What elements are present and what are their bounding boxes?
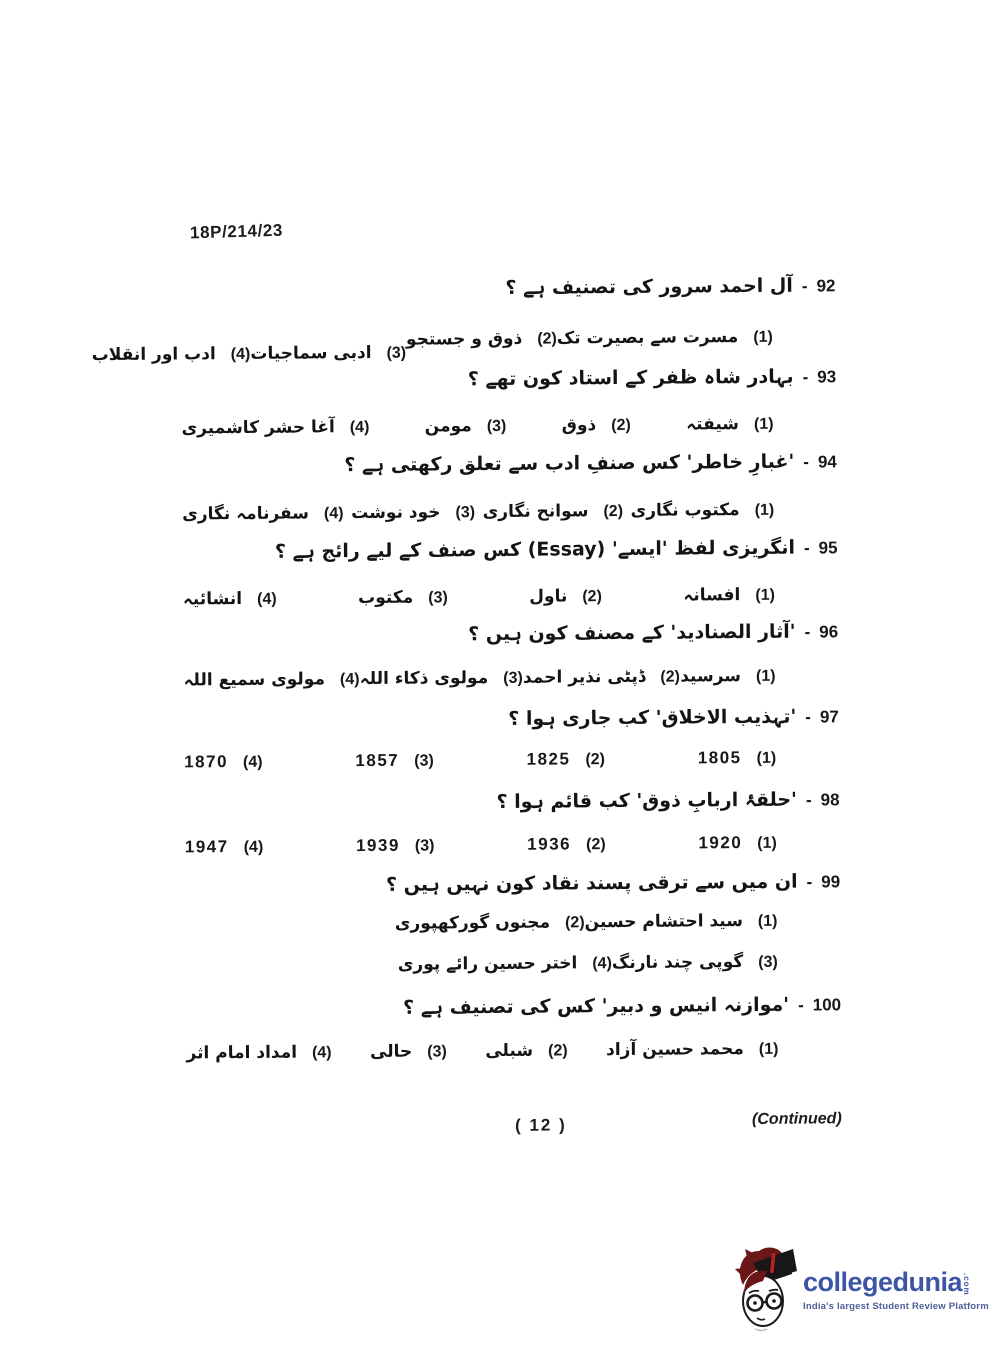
question-text: 'آثار الصنادید' کے مصنف کون ہیں ؟	[468, 620, 796, 646]
option	[523, 667, 680, 688]
option	[395, 912, 585, 933]
option	[527, 834, 606, 855]
option-number: (1)	[755, 667, 776, 685]
option-number: (4)	[349, 418, 370, 437]
option-number: (3)	[427, 1043, 447, 1061]
option	[185, 837, 264, 858]
option-text: مکتوب نگاری	[630, 500, 740, 521]
question-97	[508, 705, 839, 730]
question-number: 97	[819, 707, 839, 727]
option-text: 1825	[526, 749, 571, 769]
question-number: 98	[820, 790, 840, 810]
option	[406, 328, 557, 349]
option-text: سوانح نگاری	[482, 501, 589, 523]
option-text: ذوق	[561, 415, 597, 436]
option-number: (3)	[503, 669, 523, 687]
option	[356, 835, 435, 856]
option-number: (3)	[386, 344, 407, 362]
question-dash: -	[802, 367, 809, 387]
option-text: ادبی سماجیات	[250, 342, 372, 364]
option-text: مومن	[424, 416, 472, 437]
paper-code: 18P/214/23	[189, 220, 284, 243]
question-text: 'تہذیب الاخلاق' کب جاری ہوا ؟	[508, 705, 797, 730]
question-number: 95	[818, 538, 838, 558]
page-number: ( 12 )	[514, 1115, 567, 1135]
option-text: 1947	[184, 837, 229, 857]
brand-tagline: India's largest Student Review Platform	[803, 1300, 989, 1312]
option-number: (1)	[754, 501, 775, 519]
option	[183, 668, 359, 690]
option-text: ناول	[529, 586, 568, 607]
option-text: 1939	[355, 835, 400, 856]
options-row-99-line2	[397, 951, 778, 975]
option-text: مولوی ذکاء اللہ	[359, 668, 489, 690]
question-95	[275, 536, 838, 562]
question-dash: -	[806, 872, 813, 892]
options-row-95	[183, 584, 775, 610]
option-number: (2)	[582, 588, 602, 606]
option	[181, 417, 369, 438]
question-dash: -	[801, 276, 808, 296]
option	[184, 752, 263, 773]
option-text: سرسید	[680, 666, 742, 687]
option	[698, 748, 777, 769]
question-number: 92	[816, 276, 836, 296]
option-number: (1)	[757, 912, 778, 930]
option-number: (3)	[486, 417, 507, 436]
option-number: (2)	[548, 1042, 568, 1060]
collegedunia-mascot-icon	[733, 1241, 799, 1340]
option	[92, 344, 251, 365]
option	[182, 502, 343, 524]
option-text: خود نوشت	[351, 502, 441, 524]
logo-text	[803, 1266, 989, 1312]
option-number: (4)	[230, 345, 251, 364]
options-row-93	[181, 413, 773, 439]
option-text: امداد امام اثر	[186, 1042, 298, 1064]
option-text: سید احتشام حسین	[584, 911, 743, 933]
option	[358, 587, 448, 608]
option	[585, 911, 778, 933]
options-row-100	[186, 1039, 778, 1064]
option	[683, 584, 775, 606]
option	[562, 415, 631, 436]
option	[351, 502, 475, 523]
question-text: 'موازنہ انیس و دبیر' کس کی تصنیف ہے ؟	[403, 993, 790, 1019]
option-text: مسرت سے بصیرت تک	[556, 327, 739, 349]
option	[529, 586, 602, 607]
option	[360, 667, 523, 689]
options-row-99-line1	[394, 911, 778, 934]
option-number: (1)	[753, 328, 773, 346]
option-text: افسانہ	[683, 585, 741, 606]
options-row-94	[182, 499, 774, 525]
option	[250, 343, 406, 364]
option-text: شیفتہ	[686, 414, 740, 435]
option-text: 1920	[698, 833, 743, 853]
question-number: 100	[812, 995, 842, 1015]
option-text: ذوق و جستجو	[405, 328, 523, 350]
continued-label: (Continued)	[751, 1110, 842, 1128]
option-number: (2)	[603, 502, 624, 521]
option	[370, 1041, 447, 1062]
question-text: 'حلقۂ اربابِ ذوق' کب قائم ہوا ؟	[496, 788, 797, 813]
question-text: بہادر شاہ ظفر کے استاد کون تھے ؟	[467, 365, 794, 391]
option	[398, 952, 612, 975]
question-dash: -	[805, 790, 812, 810]
option-text: ادب اور انقلاب	[91, 344, 216, 366]
question-dash: -	[804, 622, 811, 642]
options-row-96	[183, 665, 775, 691]
options-row-98	[185, 833, 777, 858]
option-text: مکتوب	[358, 587, 414, 609]
options-row-97	[184, 748, 776, 773]
option-number: (4)	[257, 590, 277, 608]
option-text: سفرنامہ نگاری	[182, 503, 310, 525]
option-text: انشائیہ	[182, 588, 243, 610]
option-text: 1870	[184, 752, 229, 772]
option	[355, 750, 434, 771]
option-number: (2)	[585, 751, 606, 769]
option-number: (2)	[611, 416, 631, 435]
question-number: 96	[819, 622, 839, 642]
question-dash: -	[797, 995, 804, 1015]
option-text: گوپی چند نارنگ	[611, 952, 744, 974]
option	[485, 1040, 568, 1061]
collegedunia-logo	[733, 1240, 995, 1340]
option-number: (3)	[455, 504, 476, 522]
option-text: شبلی	[485, 1040, 534, 1062]
option-number: (1)	[756, 749, 777, 767]
option-text: ڈپٹی نذیر احمد	[522, 666, 646, 688]
option-number: (1)	[757, 834, 777, 852]
question-text: 'غبارِ خاطر' کس صنفِ ادب سے تعلق رکھتی ہے ؟	[344, 450, 795, 477]
option	[612, 952, 778, 973]
question-98	[497, 788, 840, 813]
question-text: انگریزی لفظ 'ایسے' (Essay) کس صنف کے لیے رائج ہے ؟	[274, 536, 796, 563]
option	[686, 413, 774, 435]
option	[698, 833, 777, 854]
option-number: (3)	[414, 752, 434, 770]
option-number: (4)	[242, 753, 263, 771]
option-number: (2)	[586, 836, 606, 854]
option-number: (4)	[243, 838, 264, 856]
question-text: ان میں سے ترقی پسند نقاد کون نہیں ہیں ؟	[385, 870, 798, 896]
option-text: 1936	[527, 834, 572, 854]
question-dash: -	[803, 538, 810, 558]
option-text: آغا حشر کاشمیری	[181, 417, 335, 439]
option	[183, 588, 277, 610]
option-number: (1)	[755, 586, 775, 604]
option-text: مجنوں گورکھپوری	[394, 912, 551, 934]
option-number: (1)	[758, 1040, 779, 1058]
option	[557, 326, 773, 349]
brand-name: collegedunia	[803, 1266, 963, 1297]
question-number: 94	[817, 452, 837, 472]
option-number: (3)	[758, 953, 778, 971]
option-text: اختر حسین رائے پوری	[397, 953, 578, 975]
option-text: حالی	[369, 1041, 413, 1062]
question-94	[344, 450, 837, 476]
option	[483, 501, 623, 522]
question-dash: -	[805, 707, 811, 727]
option	[631, 500, 775, 521]
option	[680, 666, 775, 687]
option-text: مولوی سمیع اللہ	[183, 669, 326, 691]
options-row-92	[91, 326, 773, 366]
option-number: (4)	[311, 1044, 332, 1062]
question-number: 93	[817, 367, 837, 387]
question-number: 99	[821, 872, 841, 892]
option-number: (4)	[339, 671, 360, 689]
option-number: (4)	[323, 505, 344, 523]
option-text: محمد حسین آزاد	[606, 1039, 744, 1061]
option	[526, 749, 605, 770]
question-96	[468, 620, 838, 645]
option-text: 1805	[697, 748, 742, 768]
question-dash: -	[803, 452, 809, 472]
question-93	[468, 365, 837, 390]
question-text: آل احمد سرور کی تصنیف ہے ؟	[505, 274, 793, 299]
question-99	[386, 870, 840, 896]
option-number: (2)	[564, 914, 585, 932]
option-number: (4)	[592, 955, 612, 973]
option	[606, 1039, 779, 1060]
brand-tld: .com	[962, 1272, 972, 1296]
option-number: (1)	[753, 415, 774, 433]
question-92	[505, 274, 835, 299]
option-number: (3)	[414, 837, 435, 855]
option-number: (2)	[660, 668, 681, 686]
option-number: (3)	[428, 589, 448, 607]
question-100	[403, 993, 841, 1018]
option	[186, 1042, 331, 1063]
option	[425, 416, 507, 437]
option-text: 1857	[355, 750, 400, 771]
option-number: (2)	[537, 330, 557, 348]
